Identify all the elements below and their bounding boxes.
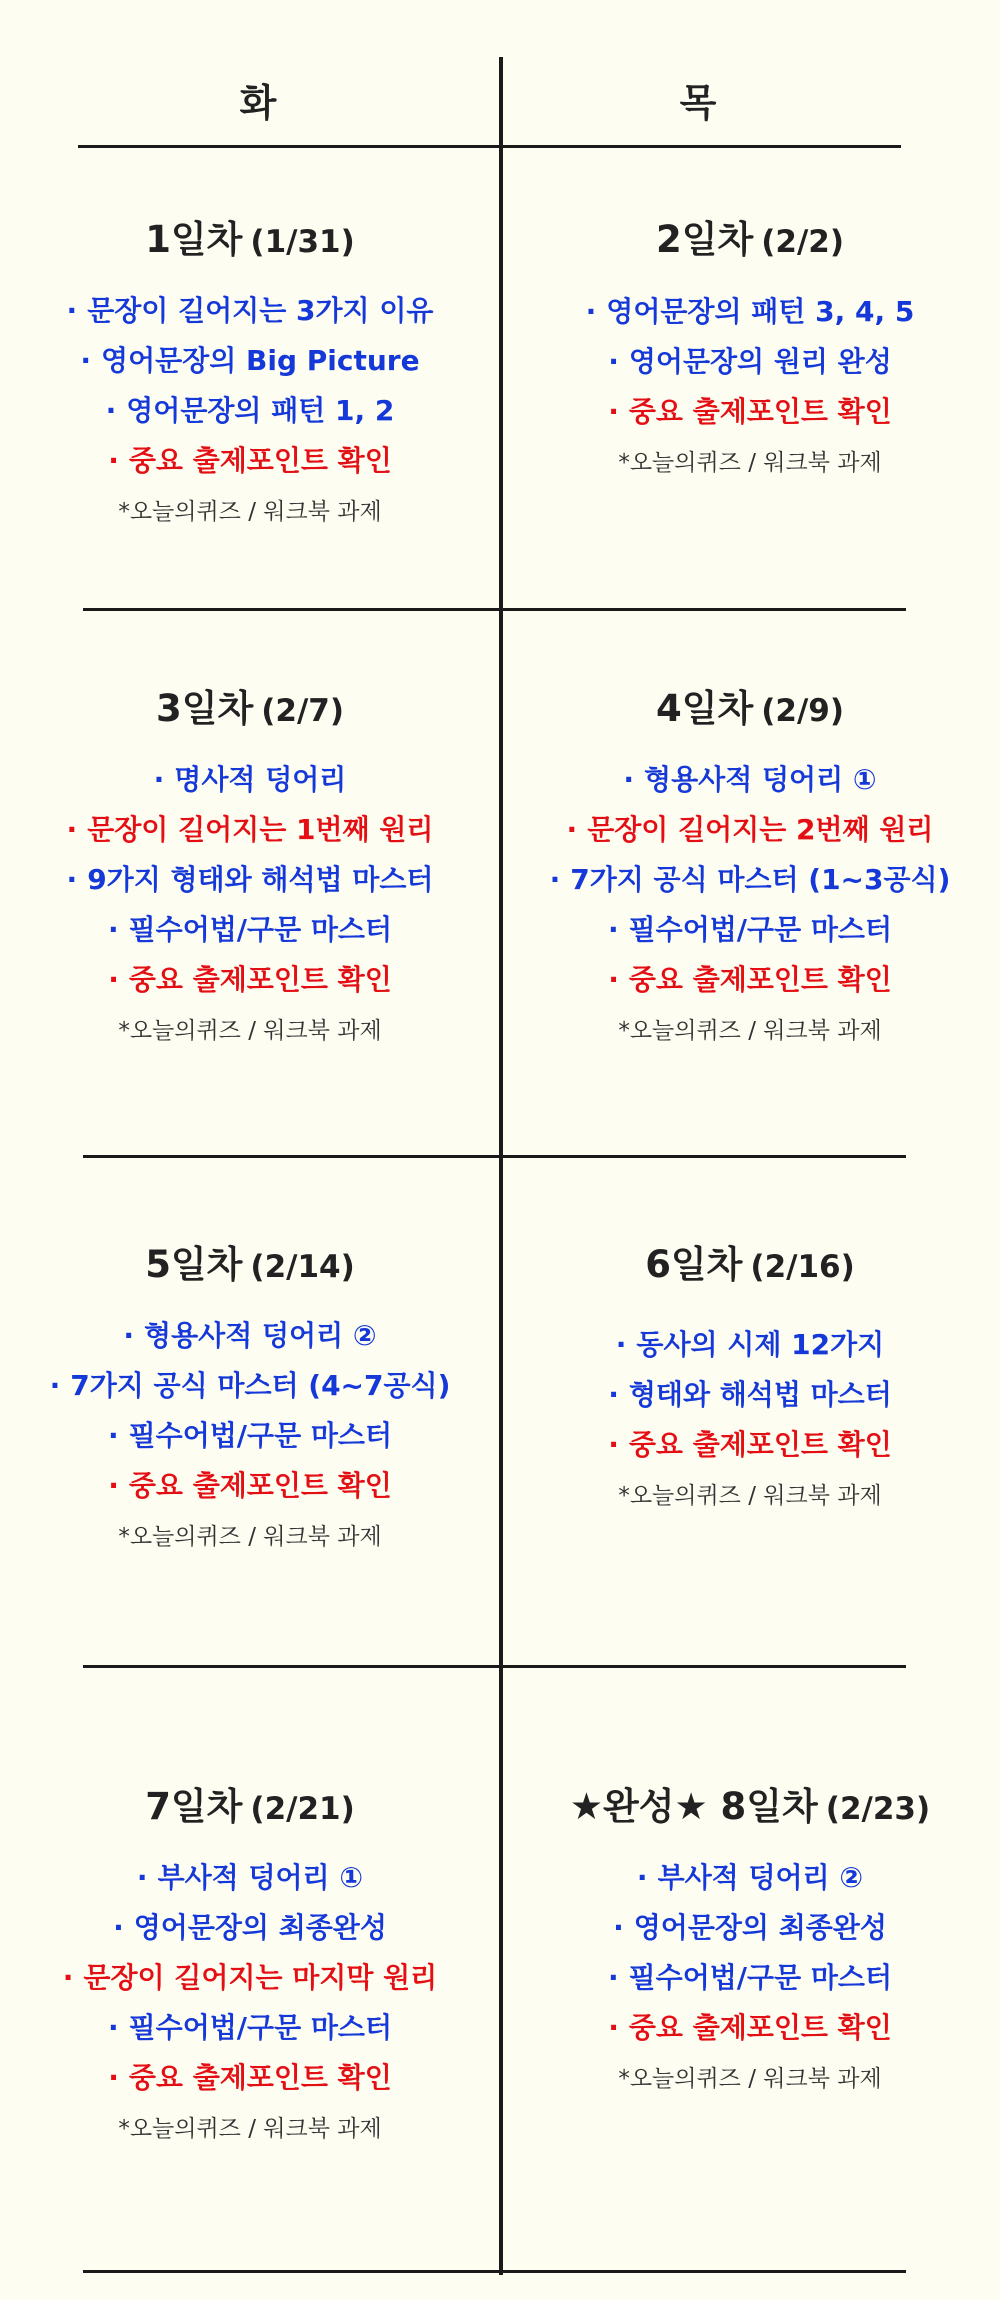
day-label: 7일차 (145, 1785, 243, 1828)
bullet-icon: · (113, 1911, 124, 1944)
topic-text: 형용사적 덩어리 ② (144, 1319, 377, 1352)
homework-note: *오늘의퀴즈 / 워크북 과제 (618, 450, 882, 476)
topic-list (0, 755, 500, 1057)
day-title (500, 1240, 1000, 1292)
topic-text: 부사적 덩어리 ① (157, 1861, 364, 1894)
bullet-icon: · (107, 913, 119, 946)
topic-list (500, 287, 1000, 489)
topic-text: 7가지 공식 마스터 (1~3공식) (570, 863, 951, 896)
bullet-icon: · (123, 1319, 135, 1352)
topic-item (0, 1953, 500, 2003)
topic-item (0, 286, 500, 336)
topic-text: 필수어법/구문 마스터 (128, 1419, 393, 1452)
homework-note: *오늘의퀴즈 / 워크북 과제 (618, 1018, 882, 1044)
header-thursday: 목 (679, 81, 717, 125)
topic-item (500, 1853, 1000, 1903)
topic-item (0, 855, 500, 905)
homework-note: *오늘의퀴즈 / 워크북 과제 (118, 499, 382, 525)
day-label: 6일차 (645, 1243, 743, 1286)
day-label: 2일차 (655, 218, 754, 261)
day-title (0, 1240, 500, 1292)
topic-item (0, 905, 500, 955)
topic-item (500, 1420, 1000, 1470)
bullet-icon: · (585, 295, 597, 328)
topic-text: 형태와 해석법 마스터 (628, 1378, 892, 1411)
day-date: (2/16) (750, 1249, 855, 1285)
topic-item (500, 855, 1000, 905)
day-cell (500, 1240, 1000, 1522)
day-cell (500, 215, 1000, 489)
row-divider (83, 2270, 906, 2273)
topic-list (500, 755, 1000, 1057)
day-date: (2/7) (261, 693, 345, 729)
topic-item (500, 1953, 1000, 2003)
day-cell (0, 215, 500, 538)
topic-text: 형용사적 덩어리 ① (644, 763, 877, 796)
day-cell (0, 1240, 500, 1563)
topic-item (0, 755, 500, 805)
bullet-icon: · (66, 813, 78, 846)
topic-text: 중요 출제포인트 확인 (628, 395, 892, 428)
day-cell (0, 684, 500, 1057)
topic-text: 필수어법/구문 마스터 (628, 1961, 893, 1994)
bullet-icon: · (607, 913, 619, 946)
topic-item (500, 287, 1000, 337)
topic-text: 문장이 길어지는 2번째 원리 (587, 813, 934, 846)
topic-list (0, 1853, 500, 2155)
topic-text: 중요 출제포인트 확인 (128, 963, 392, 996)
topic-list (500, 1853, 1000, 2105)
homework-note: *오늘의퀴즈 / 워크북 과제 (618, 2066, 882, 2092)
topic-text: 동사의 시제 12가지 (636, 1328, 885, 1361)
topic-item (0, 1361, 500, 1411)
bullet-icon: · (153, 763, 165, 796)
bullet-icon: · (566, 813, 578, 846)
topic-text: 중요 출제포인트 확인 (128, 444, 392, 477)
bullet-icon: · (608, 1378, 619, 1411)
topic-text: 영어문장의 최종완성 (633, 1911, 887, 1944)
topic-item (0, 436, 500, 486)
topic-text: 필수어법/구문 마스터 (628, 913, 893, 946)
topic-text: 명사적 덩어리 (174, 763, 347, 796)
topic-item (0, 2003, 500, 2053)
bullet-icon: · (107, 2011, 119, 2044)
day-label: 3일차 (155, 687, 254, 730)
bullet-icon: · (636, 1861, 648, 1894)
topic-text: 필수어법/구문 마스터 (128, 913, 393, 946)
bullet-icon: · (608, 345, 619, 378)
homework-note: *오늘의퀴즈 / 워크북 과제 (118, 2116, 382, 2142)
topic-text: 영어문장의 Big Picture (101, 344, 420, 377)
topic-list (500, 1320, 1000, 1522)
bullet-icon: · (66, 863, 78, 896)
topic-item (500, 2003, 1000, 2053)
bullet-icon: · (608, 2011, 619, 2044)
day-title (0, 684, 500, 736)
topic-item (0, 805, 500, 855)
topic-text: 중요 출제포인트 확인 (628, 2011, 892, 2044)
day-label: 1일차 (145, 218, 243, 261)
bullet-icon: · (62, 1961, 74, 1994)
bullet-icon: · (80, 344, 92, 377)
day-date: (2/21) (250, 1791, 355, 1827)
day-label: 4일차 (655, 687, 754, 730)
day-label: ★완성★ 8일차 (569, 1785, 818, 1828)
day-title (500, 215, 1000, 267)
bullet-icon: · (136, 1861, 148, 1894)
day-title (0, 1782, 500, 1834)
day-date: (2/2) (761, 224, 845, 260)
day-label: 5일차 (145, 1243, 243, 1286)
topic-list (0, 286, 500, 538)
row-divider (83, 1155, 906, 1158)
topic-text: 문장이 길어지는 1번째 원리 (87, 813, 434, 846)
topic-item (500, 955, 1000, 1005)
row-divider (83, 1665, 906, 1668)
topic-text: 중요 출제포인트 확인 (628, 963, 892, 996)
topic-text: 9가지 형태와 해석법 마스터 (87, 863, 434, 896)
day-title (500, 684, 1000, 736)
topic-item (500, 1370, 1000, 1420)
day-title (0, 215, 500, 267)
topic-text: 영어문장의 패턴 1, 2 (126, 394, 395, 427)
topic-text: 중요 출제포인트 확인 (128, 2061, 392, 2094)
homework-note: *오늘의퀴즈 / 워크북 과제 (118, 1018, 382, 1044)
topic-item (0, 1461, 500, 1511)
topic-item (0, 1311, 500, 1361)
day-date: (2/23) (825, 1791, 931, 1827)
bullet-icon: · (608, 1428, 619, 1461)
topic-text: 영어문장의 원리 완성 (628, 345, 892, 378)
topic-item (500, 387, 1000, 437)
topic-list (0, 1311, 500, 1563)
topic-item (500, 337, 1000, 387)
topic-item (0, 1903, 500, 1953)
topic-text: 영어문장의 패턴 3, 4, 5 (606, 295, 915, 328)
bullet-icon: · (107, 1419, 119, 1452)
topic-text: 부사적 덩어리 ② (657, 1861, 864, 1894)
bullet-icon: · (608, 963, 619, 996)
day-date: (2/9) (761, 693, 845, 729)
bullet-icon: · (549, 863, 561, 896)
day-cell (500, 684, 1000, 1057)
day-date: (2/14) (250, 1249, 355, 1285)
topic-item (500, 1320, 1000, 1370)
bullet-icon: · (623, 763, 635, 796)
bullet-icon: · (108, 444, 119, 477)
topic-item (0, 1853, 500, 1903)
day-title (500, 1782, 1000, 1834)
topic-item (0, 386, 500, 436)
bullet-icon: · (66, 294, 78, 327)
bullet-icon: · (105, 394, 117, 427)
topic-item (0, 1411, 500, 1461)
bullet-icon: · (615, 1328, 627, 1361)
homework-note: *오늘의퀴즈 / 워크북 과제 (618, 1483, 882, 1509)
topic-text: 중요 출제포인트 확인 (628, 1428, 892, 1461)
topic-item (0, 336, 500, 386)
topic-text: 필수어법/구문 마스터 (128, 2011, 393, 2044)
day-cell (0, 1782, 500, 2155)
bullet-icon: · (49, 1369, 61, 1402)
bullet-icon: · (108, 2061, 119, 2094)
topic-item (500, 805, 1000, 855)
homework-note: *오늘의퀴즈 / 워크북 과제 (118, 1524, 382, 1550)
bullet-icon: · (607, 1961, 619, 1994)
topic-item (500, 755, 1000, 805)
topic-item (0, 2053, 500, 2103)
topic-text: 문장이 길어지는 3가지 이유 (87, 294, 434, 327)
topic-text: 문장이 길어지는 마지막 원리 (83, 1961, 438, 1994)
bullet-icon: · (608, 395, 619, 428)
topic-text: 7가지 공식 마스터 (4~7공식) (70, 1369, 451, 1402)
topic-item (500, 905, 1000, 955)
header-underline (78, 145, 901, 148)
bullet-icon: · (108, 963, 119, 996)
topic-item (0, 955, 500, 1005)
bullet-icon: · (613, 1911, 624, 1944)
day-date: (1/31) (250, 224, 355, 260)
topic-text: 영어문장의 최종완성 (133, 1911, 387, 1944)
bullet-icon: · (108, 1469, 119, 1502)
topic-text: 중요 출제포인트 확인 (128, 1469, 392, 1502)
header-tuesday: 화 (239, 81, 277, 125)
day-cell (500, 1782, 1000, 2105)
row-divider (83, 608, 906, 611)
topic-item (500, 1903, 1000, 1953)
